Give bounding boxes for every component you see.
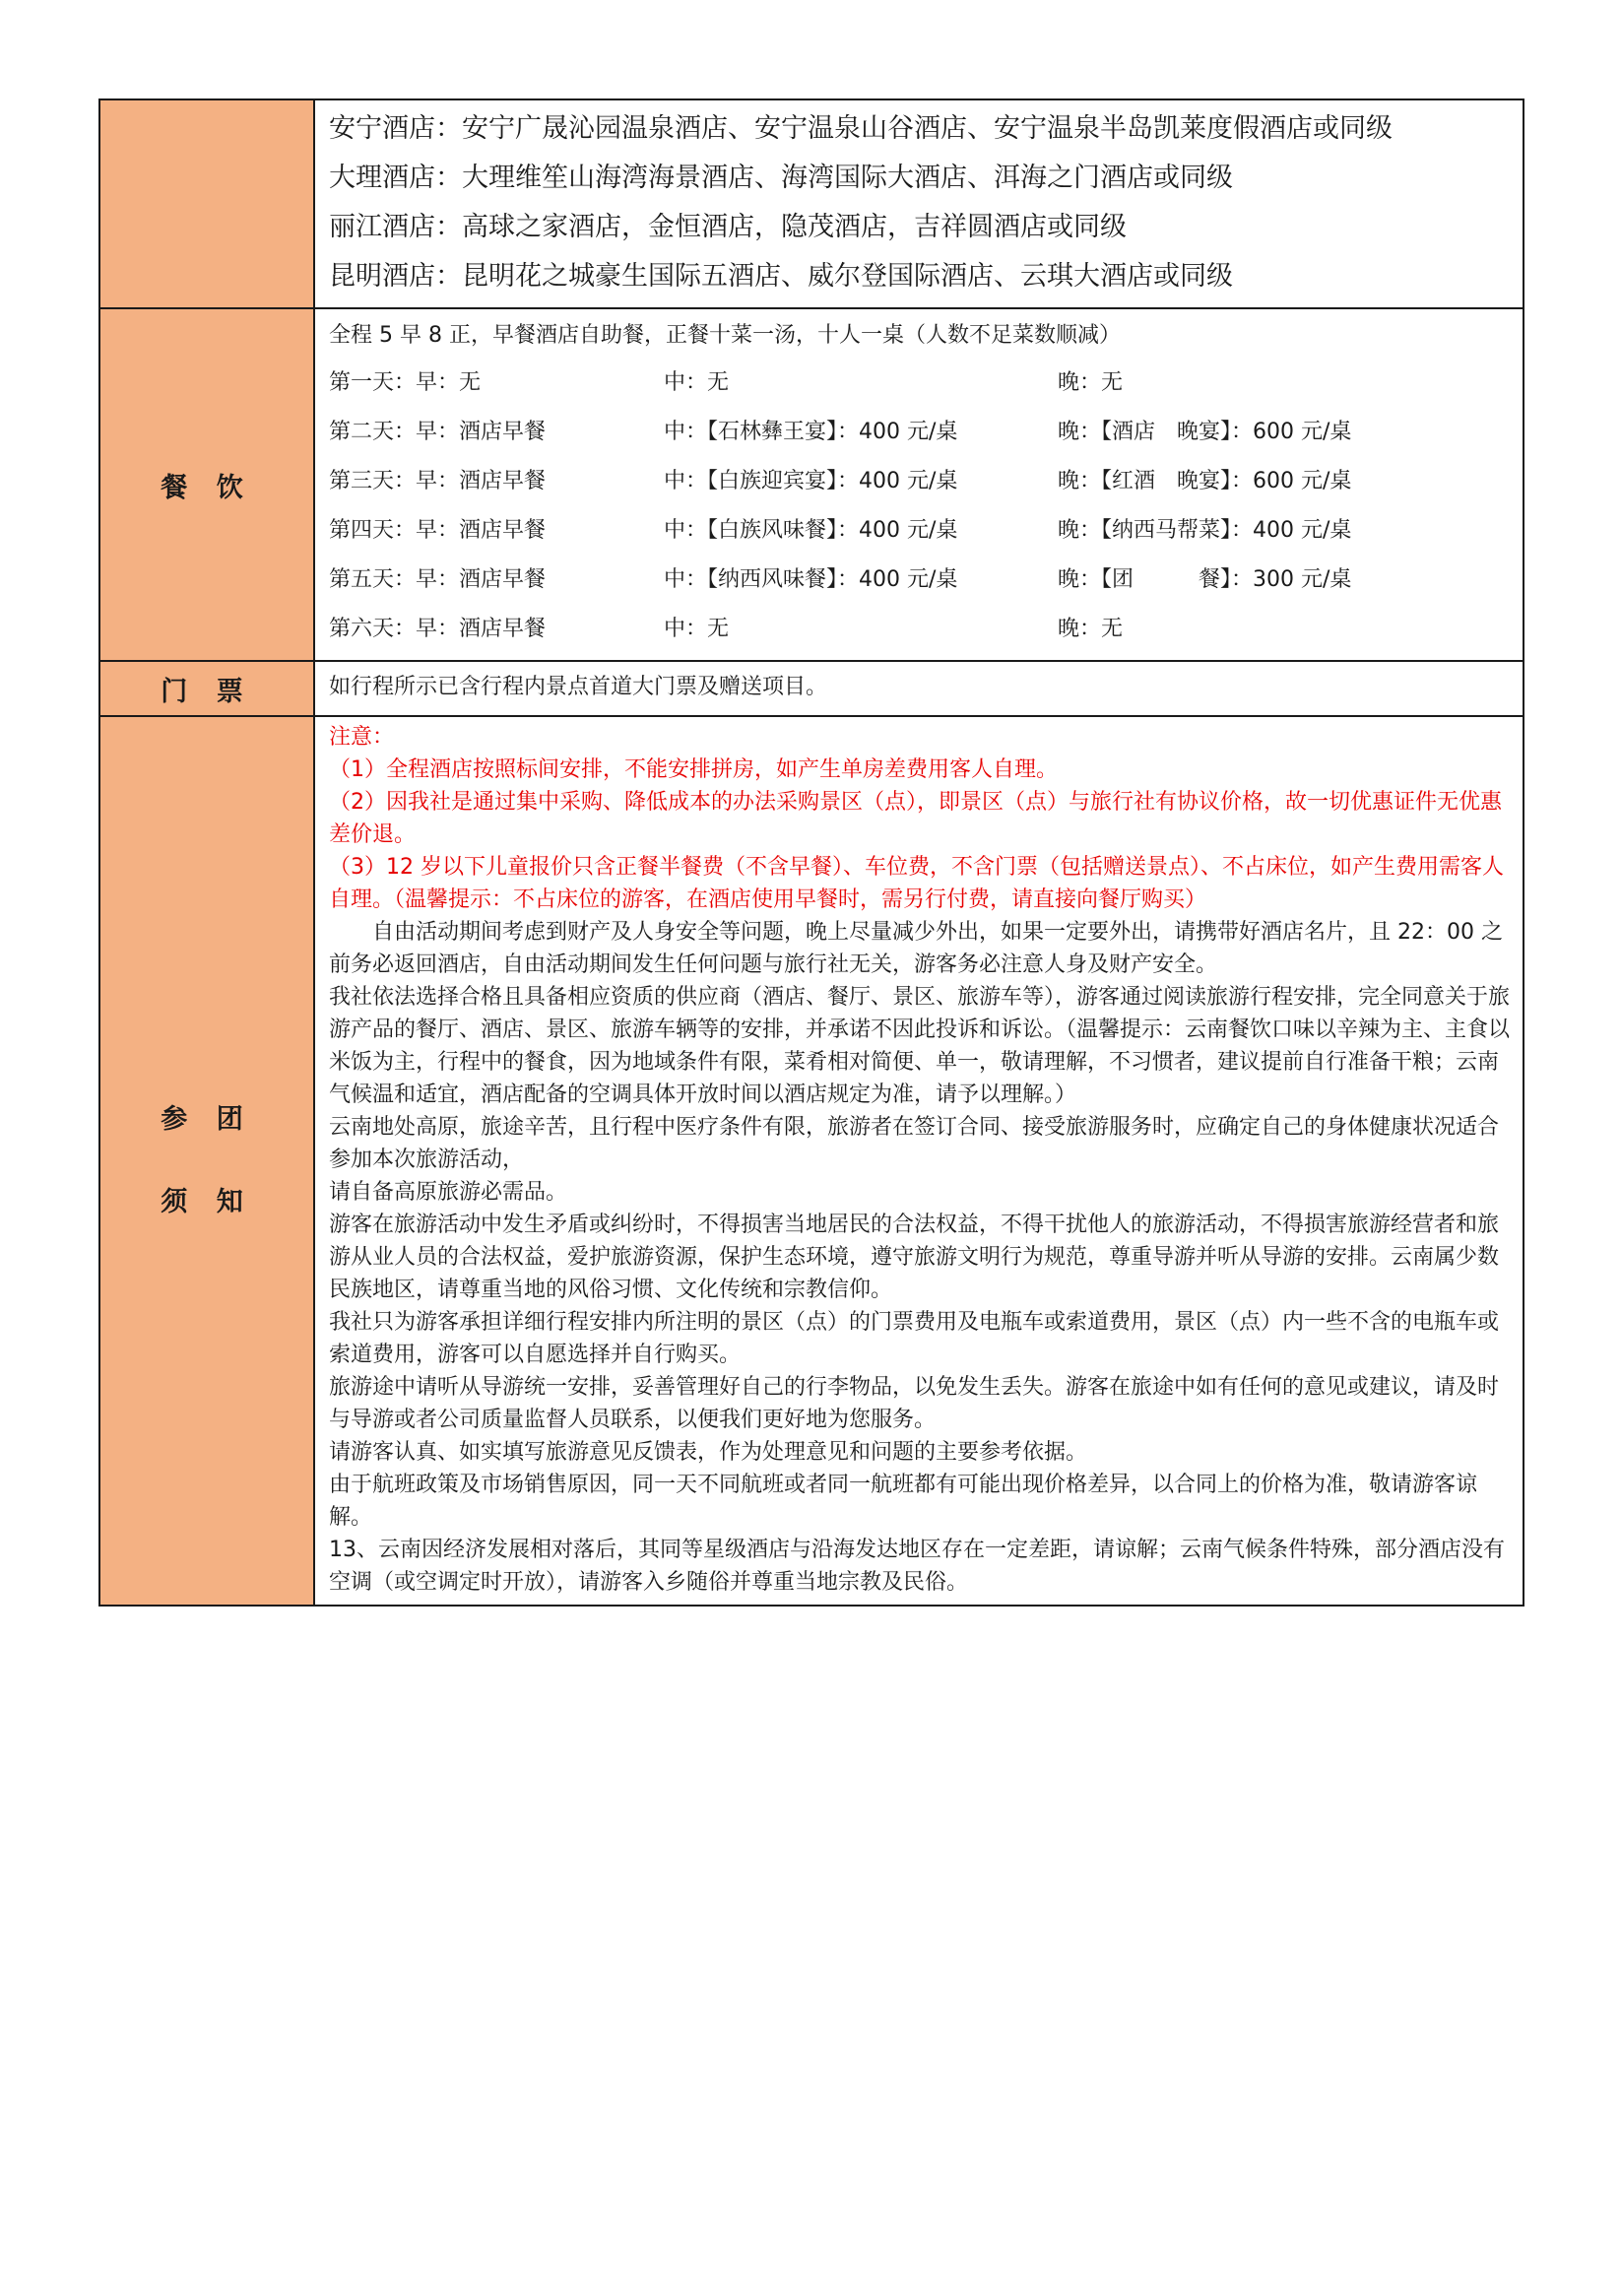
note-item: 云南地处高原，旅途辛苦，且行程中医疗条件有限，旅游者在签订合同、接受旅游服务时，应确定自己的身体健康状况适合参加本次旅游活动，	[329, 1115, 1500, 1172]
meal-lunch: 中：无	[664, 617, 730, 641]
ticket-section	[99, 661, 1524, 716]
notes-label-line1: 参 团	[161, 1103, 253, 1135]
notice-item: （1）全程酒店按照标间安排，不能安排拼房，如产生单房差费用客人自理。	[329, 757, 1058, 782]
meal-row	[329, 457, 1511, 506]
notes-section	[99, 716, 1524, 1606]
hotel-list	[314, 99, 1524, 308]
meal-lunch: 中：【白族迎宾宴】：400 元/桌	[664, 469, 958, 493]
note-item: 13、云南因经济发展相对落后，其同等星级酒店与沿海发达地区存在一定差距，请谅解；云南气候条件特殊，部分酒店没有空调（或空调定时开放），请游客入乡随俗并尊重当地宗教及民俗。	[329, 1538, 1505, 1595]
hotel-kunming: 昆明酒店：昆明花之城豪生国际五酒店、威尔登国际酒店、云琪大酒店或同级	[329, 261, 1233, 292]
meal-dinner: 晚：无	[1058, 617, 1124, 641]
notes-label	[99, 716, 314, 1606]
meal-day-breakfast: 第五天：早：酒店早餐	[329, 567, 547, 592]
ticket-label: 门 票	[99, 661, 314, 716]
note-item: 游客在旅游活动中发生矛盾或纠纷时，不得损害当地居民的合法权益，不得干扰他人的旅游活动，不得损害旅游经营者和旅游从业人员的合法权益，爱护旅游资源，保护生态环境，遵守旅游文明行为规范，尊重导游并听从导游的安排。云南属少数民族地区，请尊重当地的风俗习惯、文化传统和宗教信仰。	[329, 1213, 1500, 1302]
notes-content	[314, 716, 1524, 1606]
note-item: 由于航班政策及市场销售原因，同一天不同航班或者同一航班都有可能出现价格差异，以合同上的价格为准，敬请游客谅解。	[329, 1473, 1478, 1530]
meal-lunch: 中：【石林彝王宴】：400 元/桌	[664, 420, 958, 444]
meal-lunch: 中：【纳西风味餐】：400 元/桌	[664, 567, 958, 592]
meal-content	[314, 308, 1524, 661]
meal-lunch: 中：无	[664, 370, 730, 395]
meal-day-breakfast: 第四天：早：酒店早餐	[329, 518, 547, 543]
meal-lunch: 中：【白族风味餐】：400 元/桌	[664, 518, 958, 543]
note-item: 我社只为游客承担详细行程安排内所注明的景区（点）的门票费用及电瓶车或索道费用，景区（点）内一些不含的电瓶车或索道费用，游客可以自愿选择并自行购买。	[329, 1310, 1500, 1367]
meal-row	[329, 408, 1511, 457]
ticket-content	[314, 661, 1524, 716]
hotel-anning: 安宁酒店：安宁广晟沁园温泉酒店、安宁温泉山谷酒店、安宁温泉半岛凯莱度假酒店或同级	[329, 113, 1393, 144]
notice-item: （3）12 岁以下儿童报价只含正餐半餐费（不含早餐）、车位费，不含门票（包括赠送景点）、不占床位，如产生费用需客人自理。（温馨提示：不占床位的游客，在酒店使用早餐时，需另行付费，请直接向餐厅购买）	[329, 855, 1504, 912]
itinerary-table	[98, 98, 1524, 1607]
note-item: 旅游途中请听从导游统一安排，妥善管理好自己的行李物品，以免发生丢失。游客在旅途中如有任何的意见或建议，请及时与导游或者公司质量监督人员联系，以便我们更好地为您服务。	[329, 1375, 1500, 1432]
meal-day-breakfast: 第一天：早：无	[329, 370, 482, 395]
meal-dinner: 晚：【团 餐】：300 元/桌	[1058, 567, 1352, 592]
meal-day-breakfast: 第六天：早：酒店早餐	[329, 617, 547, 641]
note-item: 请自备高原旅游必需品。	[329, 1180, 568, 1205]
note-item: 请游客认真、如实填写旅游意见反馈表，作为处理意见和问题的主要参考依据。	[329, 1440, 1088, 1465]
meal-row	[329, 359, 1511, 408]
ticket-text: 如行程所示已含行程内景点首道大门票及赠送项目。	[329, 675, 828, 699]
meal-label: 餐 饮	[99, 308, 314, 661]
meal-intro: 全程 5 早 8 正，早餐酒店自助餐，正餐十菜一汤，十人一桌（人数不足菜数顺减）	[329, 323, 1121, 348]
meal-row	[329, 556, 1511, 605]
meal-dinner: 晚：【酒店 晚宴】：600 元/桌	[1058, 420, 1352, 444]
notice-heading: 注意：	[329, 725, 395, 750]
hotel-label-cell	[99, 99, 314, 308]
meal-section	[99, 308, 1524, 661]
meal-day-breakfast: 第二天：早：酒店早餐	[329, 420, 547, 444]
meal-dinner: 晚：无	[1058, 370, 1124, 395]
meal-row	[329, 605, 1511, 654]
meal-dinner: 晚：【纳西马帮菜】：400 元/桌	[1058, 518, 1352, 543]
hotel-dali: 大理酒店：大理维笙山海湾海景酒店、海湾国际大酒店、洱海之门酒店或同级	[329, 163, 1233, 193]
hotel-lijiang: 丽江酒店：高球之家酒店，金恒酒店，隐茂酒店，吉祥圆酒店或同级	[329, 212, 1127, 242]
itinerary-sheet	[98, 98, 1524, 1607]
notice-item: （2）因我社是通过集中采购、降低成本的办法采购景区（点），即景区（点）与旅行社有协议价格，故一切优惠证件无优惠差价退。	[329, 790, 1503, 847]
meal-dinner: 晚：【红酒 晚宴】：600 元/桌	[1058, 469, 1352, 493]
meal-row	[329, 506, 1511, 556]
hotel-section	[99, 99, 1524, 308]
meal-day-breakfast: 第三天：早：酒店早餐	[329, 469, 547, 493]
notes-label-line2: 须 知	[161, 1186, 253, 1217]
note-item: 我社依法选择合格且具备相应资质的供应商（酒店、餐厅、景区、旅游车等），游客通过阅读旅游行程安排，完全同意关于旅游产品的餐厅、酒店、景区、旅游车辆等的安排，并承诺不因此投诉和诉讼。（温馨提示：云南餐饮口味以辛辣为主、主食以米饭为主，行程中的餐食，因为地域条件有限，菜肴相对简便、单一，敬请理解，不习惯者，建议提前自行准备干粮；云南气候温和适宜，酒店配备的空调具体开放时间以酒店规定为准，请予以理解。）	[329, 985, 1511, 1107]
free-activity-note: 自由活动期间考虑到财产及人身安全等问题，晚上尽量减少外出，如果一定要外出，请携带好酒店名片，且 22：00 之前务必返回酒店，自由活动期间发生任何问题与旅行社无关，游客务必注意人身及财产安全。	[329, 920, 1503, 977]
